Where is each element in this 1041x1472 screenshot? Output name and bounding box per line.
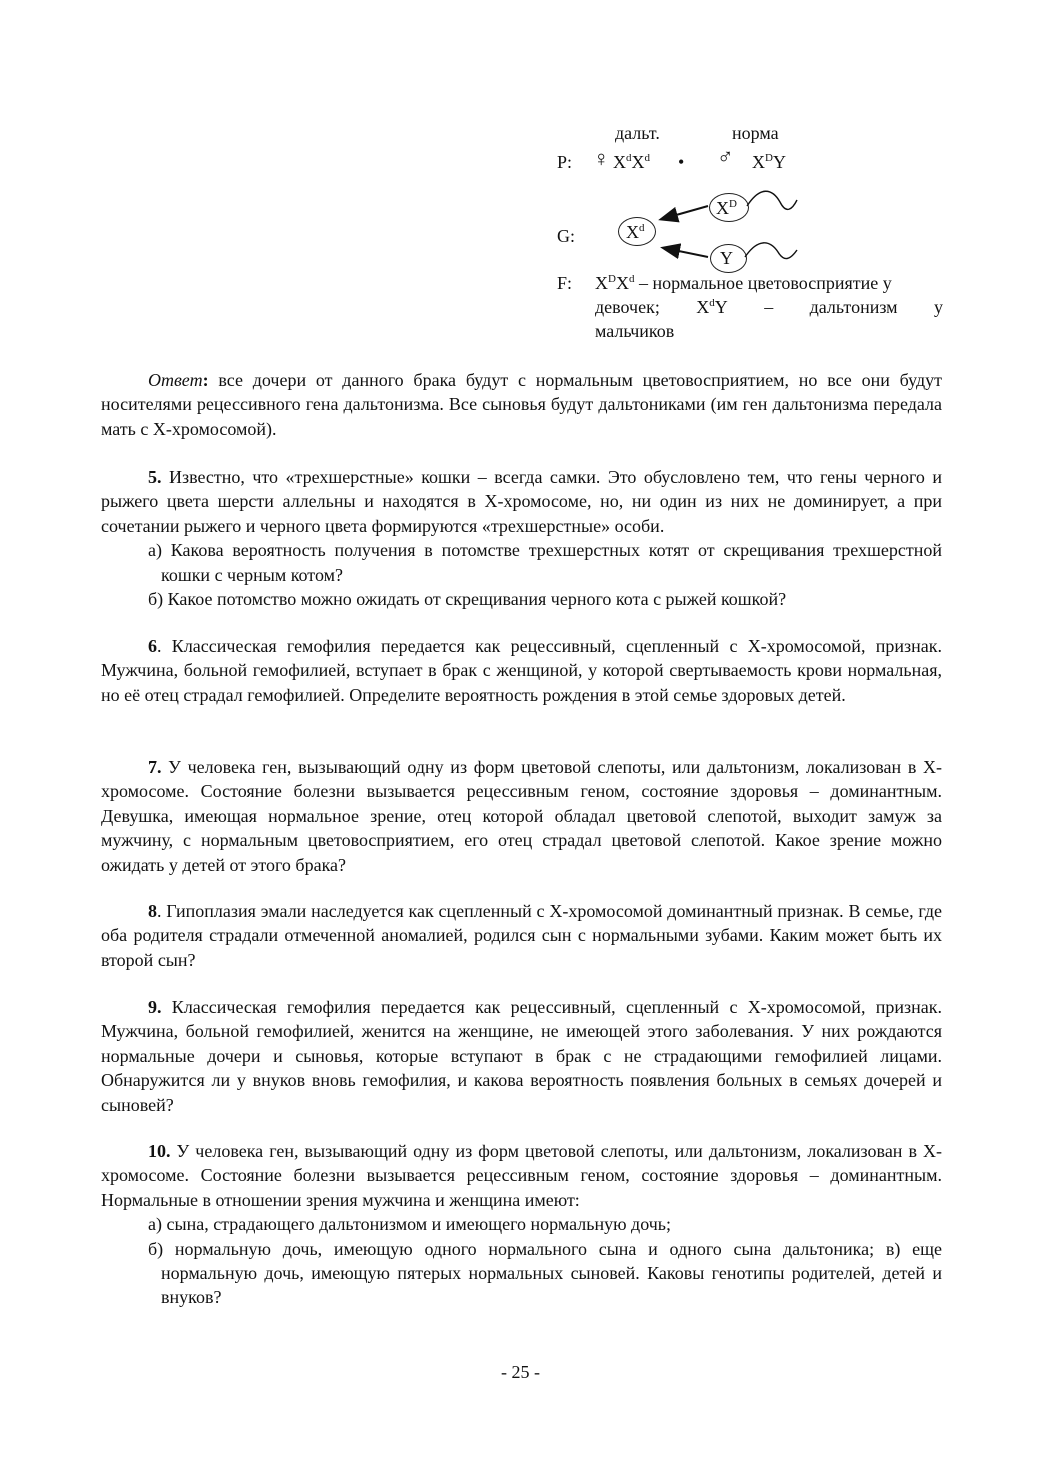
problem-number: 8 bbox=[148, 901, 157, 921]
problem-item: б) нормальную дочь, имеющую одного нормального сына и одного сына дальтоника; в) еще нормальную дочь, имеющую пятерых нормальных сыновей. Каковы генотипы родителей, детей и внуков? bbox=[148, 1238, 942, 1308]
gamete-female: $X^d$ bbox=[626, 222, 645, 242]
f-line-1: $X^DX^d$ – нормальное цветовосприятие у bbox=[595, 273, 892, 293]
female-symbol: ♀ bbox=[593, 146, 610, 171]
problem-text: . Гипоплазия эмали наследуется как сцепленный с Х-хромосомой доминантный признак. В семье, где оба родителя страдали отмеченной аномалией, родился сын с нормальными зубами. Каким может быть их второй сын? bbox=[101, 901, 942, 970]
problem-number: 9. bbox=[148, 997, 162, 1017]
problem-6 bbox=[101, 634, 942, 707]
row-f-label: F: bbox=[557, 273, 573, 293]
problem-10 bbox=[101, 1139, 942, 1310]
problem-7 bbox=[101, 755, 942, 877]
problem-5 bbox=[101, 465, 942, 611]
problem-text: Известно, что «трехшерстные» кошки – всегда самки. Это обусловлено тем, что гены черного и рыжего цвета шерсти аллельны и находятся в Х-хромосоме, но, ни один из них не доминирует, а при сочетании рыжего и черного цвета формируются «трехшерстные» особи. bbox=[101, 467, 942, 536]
row-p-label: P: bbox=[557, 152, 573, 172]
problem-9 bbox=[101, 995, 942, 1117]
f-line-3: мальчиков bbox=[595, 321, 675, 341]
arrow-y-to-female bbox=[664, 248, 708, 257]
cross-dot: • bbox=[678, 152, 685, 172]
problem-number: 5. bbox=[148, 467, 162, 487]
problem-text: У человека ген, вызывающий одну из форм цветовой слепоты, или дальтонизм, локализован в Х-хромосоме. Состояние болезни вызывается рецессивным геном, состояние здоровья – доминантным. Нормальные в отношении зрения мужчина и женщина имеют: bbox=[101, 1141, 942, 1210]
problem-text: Классическая гемофилия передается как рецессивный, сцепленный с Х-хромосомой, признак. Мужчина, больной гемофилией, женится на женщине, не имеющей этого заболевания. У них рождаются нормальные дочери и сыновья, которые вступают в брак с не страдающими гемофилией лицами. Обнаружится ли у внуков вновь гемофилия, и какова вероятность появления больных в семьях дочерей и сыновей? bbox=[101, 997, 942, 1115]
header-normal: норма bbox=[732, 123, 779, 143]
tail-y bbox=[745, 243, 797, 259]
problem-number: 6 bbox=[148, 636, 157, 656]
problem-number: 7. bbox=[148, 757, 162, 777]
header-colorblind: дальт. bbox=[615, 123, 660, 143]
problem-text: У человека ген, вызывающий одну из форм цветовой слепоты, или дальтонизм, локализован в Х-хромосоме. Состояние болезни вызывается рецессивным геном, состояние здоровья – доминантным. Девушка, имеющая нормальное зрение, отец которой обладал цветовой слепотой, выходит замуж за мужчину, с нормальным цветовосприятием, его отец страдал цветовой слепотой. Какое зрение можно ожидать у детей от этого брака? bbox=[101, 757, 942, 875]
tail-x bbox=[747, 191, 797, 209]
problem-number: 10. bbox=[148, 1141, 171, 1161]
f-line-2: девочек; $X^dY$ – дальтонизм у bbox=[595, 297, 943, 317]
problem-text: . Классическая гемофилия передается как рецессивный, сцепленный с Х-хромосомой, признак. Мужчина, больной гемофилией, вступает в брак с женщиной, у которой свертываемость крови нормальная, но её отец страдал гемофилией. Определите вероятность рождения в этой семье здоровых детей. bbox=[101, 636, 942, 705]
answer-paragraph: Ответ: все дочери от данного брака будут с нормальным цветовосприятием, но все они будут носителями рецессивного гена дальтонизма. Все сыновья будут дальтониками (им ген дальтонизма передала мать с Х-хромосомой). bbox=[101, 370, 942, 439]
arrow-x-to-female bbox=[662, 206, 708, 219]
problem-item: а) Какова вероятность получения в потомстве трехшерстных котят от скрещивания трехшерстной кошки с черным котом? bbox=[148, 540, 942, 585]
gamete-arrows-and-tails bbox=[600, 180, 820, 280]
page-number: - 25 - bbox=[501, 1362, 540, 1382]
answer-label: Ответ bbox=[148, 370, 203, 390]
p-male-genotype: $X^DY$ bbox=[752, 152, 786, 172]
problem-item: б) Какое потомство можно ожидать от скрещивания черного кота с рыжей кошкой? bbox=[148, 589, 787, 610]
gamete-male-x: $X^D$ bbox=[716, 198, 737, 218]
male-symbol: ♂ bbox=[717, 144, 734, 169]
row-g-label: G: bbox=[557, 226, 575, 246]
p-female-genotype: $X^dX^d$ bbox=[613, 152, 650, 172]
problem-item: а) сына, страдающего дальтонизмом и имеющего нормальную дочь; bbox=[148, 1214, 672, 1235]
problem-8 bbox=[101, 899, 942, 972]
gamete-male-y: Y bbox=[720, 248, 733, 268]
answer-text: все дочери от данного брака будут с нормальным цветовосприятием, но все они будут носителями рецессивного гена дальтонизма. Все сыновья будут дальтониками (им ген дальтонизма передала мать с Х-хромосомой). bbox=[101, 370, 942, 439]
